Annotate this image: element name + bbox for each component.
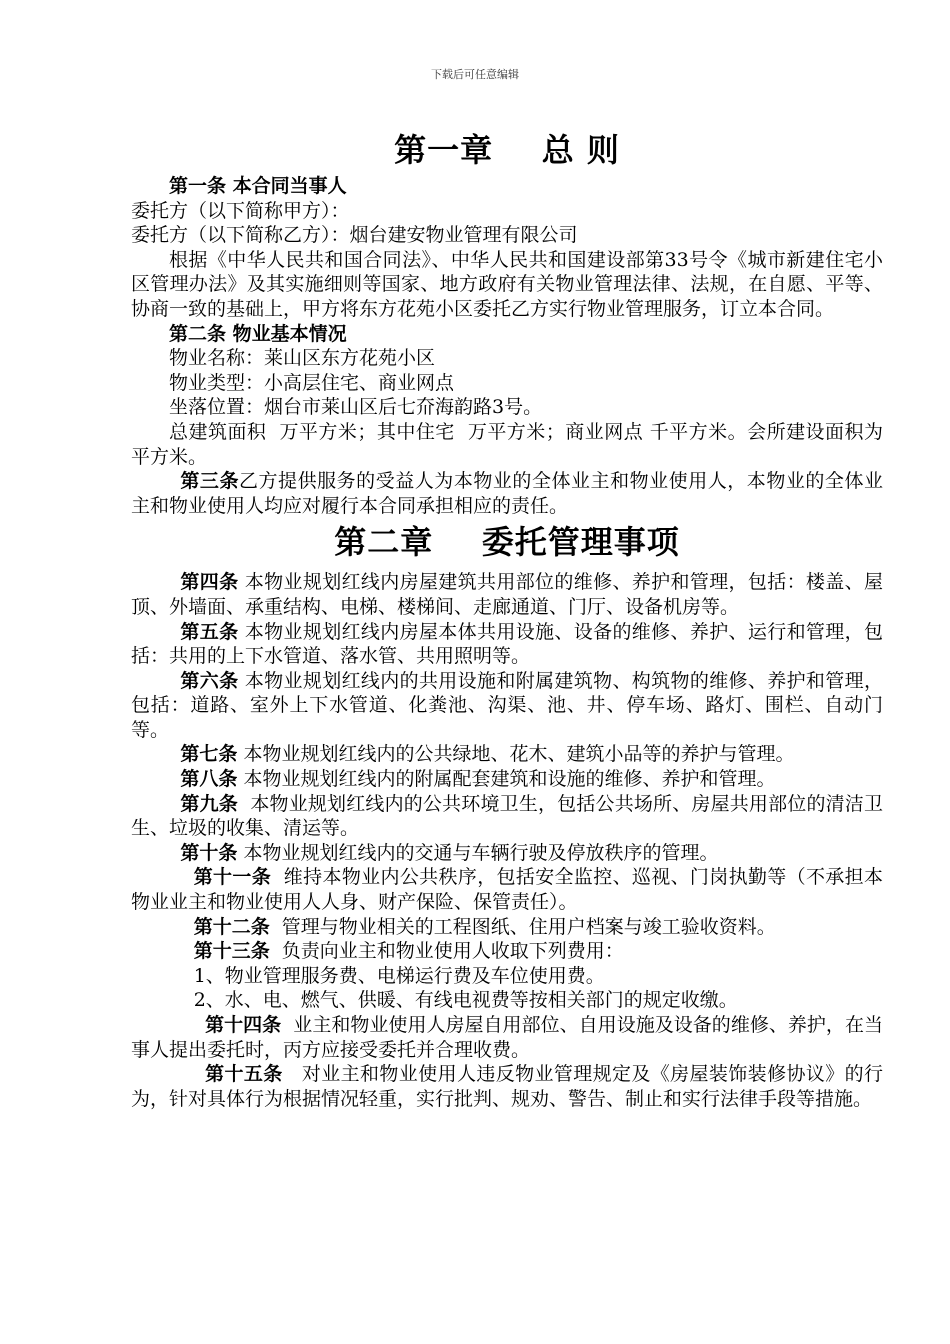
article-12 xyxy=(131,915,883,940)
chapter-1-title: 第一章 总 则 xyxy=(394,131,620,169)
article-3-label: 第三条 xyxy=(180,470,239,493)
article-7-label: 第七条 xyxy=(180,743,238,766)
fee-item-2: 2、水、电、燃气、供暖、有线电视费等按相关部门的规定收缴。 xyxy=(193,989,738,1012)
article-9-label: 第九条 xyxy=(180,792,238,815)
article-3 xyxy=(131,469,883,518)
property-area-paragraph: 总建筑面积 万平方米；其中住宅 万平方米；商业网点 千平方米。会所建设面积为 平方米。 xyxy=(131,420,896,468)
article-13-text: 负责向业主和物业使用人收取下列费用： xyxy=(269,940,624,963)
article-7 xyxy=(131,742,883,767)
article-12-text: 管理与物业相关的工程图纸、住用户档案与竣工验收资料。 xyxy=(269,915,776,938)
article-15-text: 对业主和物业使用人违反物业管理规定及《房屋装饰装修协议》的行为，针对具体行为根据情况轻重，实行批判、规劝、警告、制止和实行法律手段等措施。 xyxy=(131,1063,883,1110)
article-3-text: 乙方提供服务的受益人为本物业的全体业主和物业使用人，本物业的全体业主和物业使用人均应对履行本合同承担相应的责任。 xyxy=(131,470,883,517)
article-13 xyxy=(131,939,883,964)
article-12-label: 第十二条 xyxy=(193,915,270,938)
property-type-line: 物业类型：小高层住宅、商业网点 xyxy=(169,371,455,394)
party-a-line: 委托方（以下简称甲方）： xyxy=(131,199,350,222)
article-10-text: 本物业规划红线内的交通与车辆行驶及停放秩序的管理。 xyxy=(237,841,719,864)
article-7-text: 本物业规划红线内的公共绿地、花木、建筑小品等的养护与管理。 xyxy=(237,743,795,766)
article-8-text: 本物业规划红线内的附属配套建筑和设施的维修、养护和管理。 xyxy=(237,768,776,791)
article-5-label: 第五条 xyxy=(180,620,239,643)
article-2-title: 第二条 物业基本情况 xyxy=(169,322,347,345)
party-b-line: 委托方（以下简称乙方）：烟台建安物业管理有限公司 xyxy=(131,224,578,247)
article-10-label: 第十条 xyxy=(180,841,238,864)
article-11 xyxy=(131,865,883,914)
document-body xyxy=(131,128,896,1111)
article-13-label: 第十三条 xyxy=(193,940,270,963)
property-location-line: 坐落位置：烟台市莱山区后七夼海韵路3号。 xyxy=(169,396,543,419)
article-6-label: 第六条 xyxy=(180,669,239,692)
article-1-title: 第一条 本合同当事人 xyxy=(169,175,347,197)
article-14-text: 业主和物业使用人房屋自用部位、自用设施及设备的维修、养护，在当事人提出委托时，丙方应接受委托并合理收费。 xyxy=(131,1014,883,1061)
article-8 xyxy=(131,767,883,792)
article-5 xyxy=(131,620,883,669)
article-4-label: 第四条 xyxy=(180,571,239,594)
article-11-text: 维持本物业内公共秩序，包括安全监控、巡视、门岗执勤等（不承担本物业业主和物业使用人人身、财产保险、保管责任）。 xyxy=(131,866,883,914)
article-4 xyxy=(131,570,883,619)
article-9-text: 本物业规划红线内的公共环境卫生，包括公共场所、房屋共用部位的清洁卫生、垃圾的收集、清运等。 xyxy=(131,792,883,840)
article-4-text: 本物业规划红线内房屋建筑共用部位的维修、养护和管理，包括：楼盖、屋顶、外墙面、承重结构、电梯、楼梯间、走廊通道、门厅、设备机房等。 xyxy=(131,571,883,618)
article-8-label: 第八条 xyxy=(180,768,238,791)
chapter-2-title: 第二章 委托管理事项 xyxy=(334,523,680,562)
article-11-label: 第十一条 xyxy=(193,866,272,889)
article-6 xyxy=(131,669,883,743)
page-header: 下载后可任意编辑 xyxy=(431,68,519,81)
contract-basis-paragraph: 根据《中华人民共和国合同法》、中华人民共和国建设部第33号令《城市新建住宅小区管理办法》及其实施细则等国家、地方政府有关物业管理法律、法规，在自愿、平等、协商一致的基础上，甲方将东方花苑小区委托乙方实行物业管理服务，订立本合同。 xyxy=(131,248,883,320)
article-14 xyxy=(131,1013,883,1062)
property-name-line: 物业名称：莱山区东方花苑小区 xyxy=(169,347,436,370)
article-10 xyxy=(131,841,883,866)
article-14-label: 第十四条 xyxy=(205,1014,282,1036)
article-5-text: 本物业规划红线内房屋本体共用设施、设备的维修、养护、运行和管理，包括：共用的上下水管道、落水管、共用照明等。 xyxy=(131,620,883,668)
article-15 xyxy=(131,1062,883,1111)
fee-item-1: 1、物业管理服务费、电梯运行费及车位使用费。 xyxy=(193,964,605,987)
article-9 xyxy=(131,792,883,841)
article-15-label: 第十五条 xyxy=(205,1063,283,1086)
article-6-text: 本物业规划红线内的共用设施和附属建筑物、构筑物的维修、养护和管理，包括：道路、室外上下水管道、化粪池、沟渠、池、井、停车场、路灯、围栏、自动门等。 xyxy=(131,669,883,741)
